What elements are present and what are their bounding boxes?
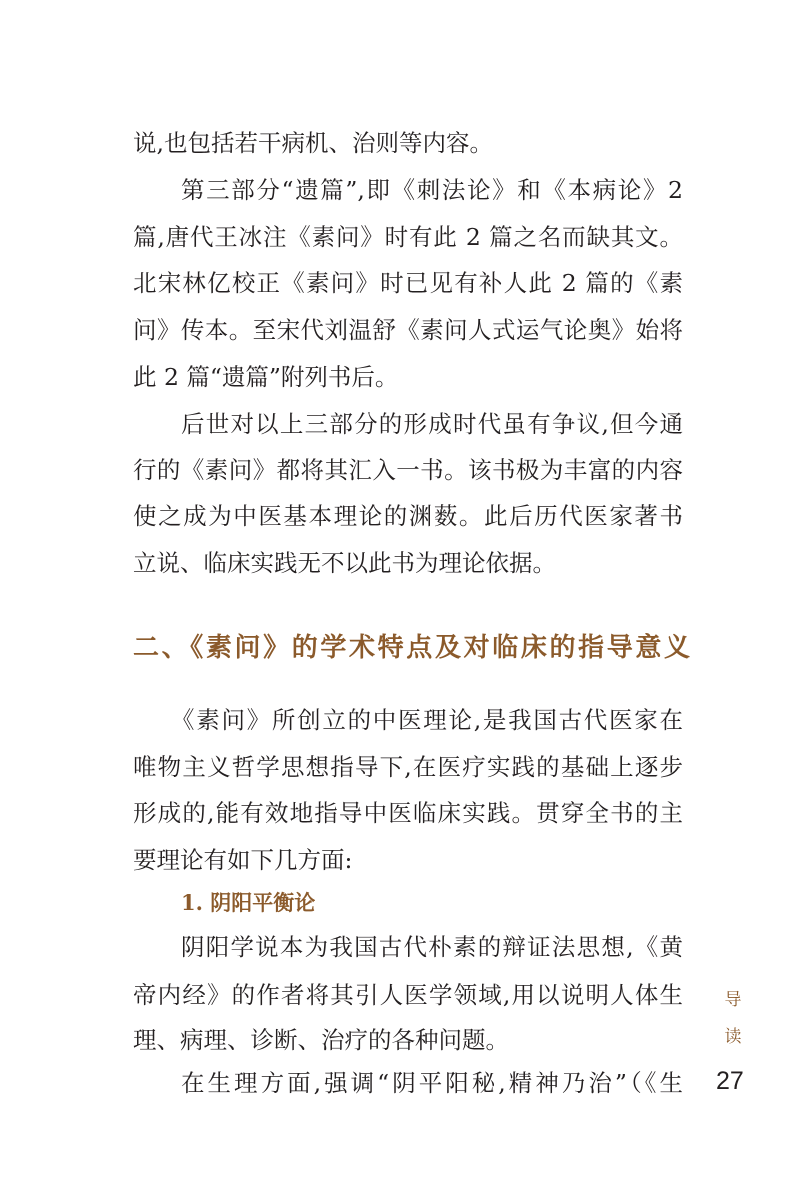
page-number: 27 [716,1067,744,1095]
text-line: 要理论有如下几方面: [133,846,353,874]
text-line: 在生理方面,强调“阴平阳秘,精神乃治”（《生 [181,1069,683,1097]
text-line: 第三部分“遗篇”,即《刺法论》和《本病论》2 [181,176,683,204]
subheading: 1. 阴阳平衡论 [181,890,316,915]
text-line: 北宋林亿校正《素问》时已见有补人此 2 篇的《素 [133,269,683,297]
text-line: 篇,唐代王冰注《素问》时有此 2 篇之名而缺其文。 [133,223,683,251]
text-line: 形成的,能有效地指导中医临床实践。贯穿全书的主 [133,799,683,827]
text-line: 后世对以上三部分的形成时代虽有争议,但今通 [181,410,683,438]
text-line: 问》传本。至宋代刘温舒《素问人式运气论奥》始将 [133,316,683,344]
text-line: 此 2 篇“遗篇”附列书后。 [133,363,399,391]
text-line: 使之成为中医基本理论的渊薮。此后历代医家著书 [133,502,683,530]
text-line: 行的《素问》都将其汇入一书。该书极为丰富的内容 [133,456,683,484]
text-line: 《素问》所创立的中医理论,是我国古代医家在 [171,706,683,734]
text-line: 唯物主义哲学思想指导下,在医疗实践的基础上逐步 [133,753,683,781]
text-line: 说,也包括若干病机、治则等内容。 [133,129,493,157]
text-line: 理、病理、诊断、治疗的各种问题。 [133,1026,509,1054]
section-label-char: 导 [724,990,742,1010]
text-line: 阴阳学说本为我国古代朴素的辩证法思想,《黄 [181,933,683,961]
text-line: 立说、临床实践无不以此书为理论依据。 [133,549,556,577]
text-line: 帝内经》的作者将其引人医学领域,用以说明人体生 [133,981,683,1009]
section-heading: 二、《素问》的学术特点及对临床的指导意义 [133,633,690,663]
section-label-char: 读 [724,1027,742,1047]
